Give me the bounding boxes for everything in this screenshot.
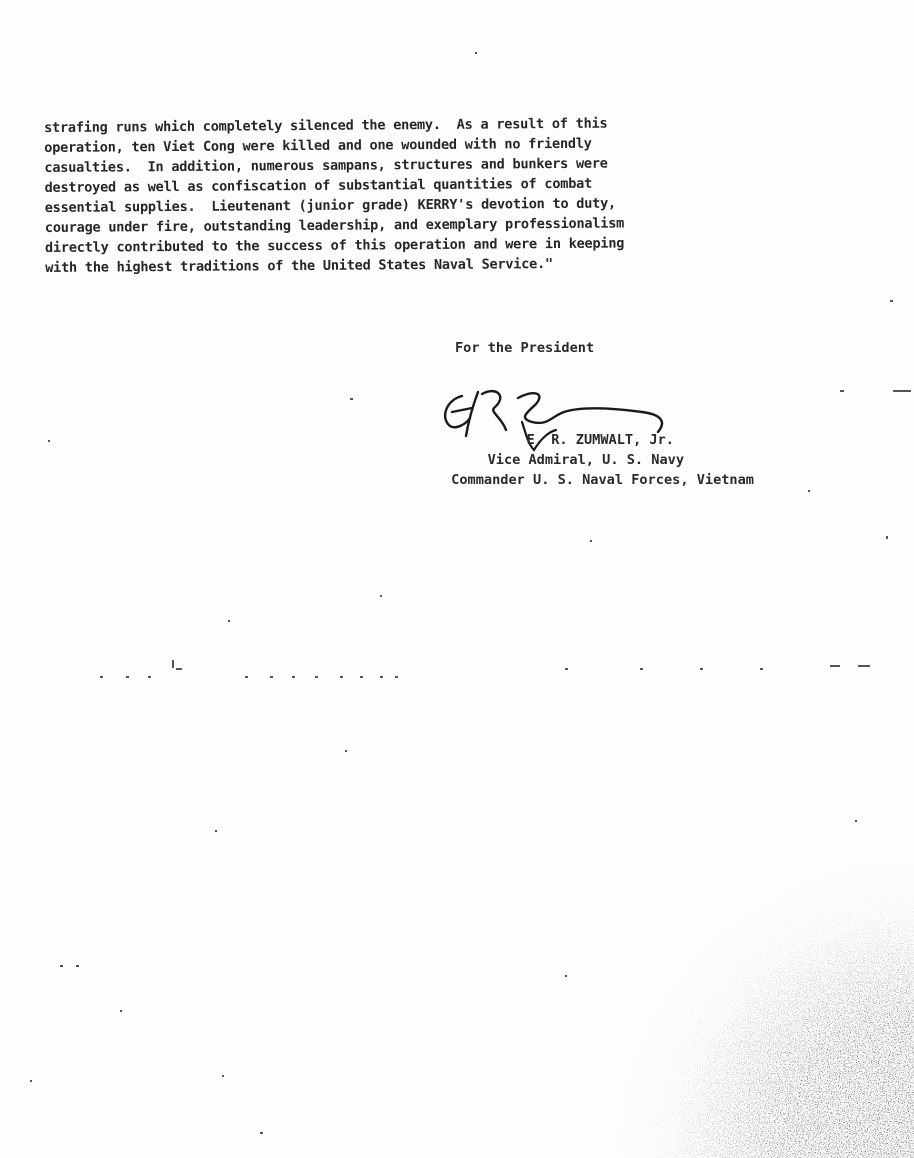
body-line: operation, ten Viet Cong were killed and one wounded with no friendly xyxy=(44,135,592,156)
body-line: destroyed as well as confiscation of substantial quantities of combat xyxy=(44,175,593,196)
body-line: with the highest traditions of the United States Naval Service." xyxy=(45,256,554,276)
body-line: essential supplies. Lieutenant (junior grade) KERRY's devotion to duty, xyxy=(44,195,617,216)
body-line: courage under fire, outstanding leadership, and exemplary professionalism xyxy=(44,215,625,236)
signatory-name: E. R. ZUMWALT, Jr. xyxy=(526,432,674,448)
body-line: directly contributed to the success of this operation and were in keeping xyxy=(44,235,625,256)
body-line: strafing runs which completely silenced the enemy. As a result of this xyxy=(44,115,608,136)
signature-block xyxy=(451,430,754,490)
scan-noise-corner xyxy=(614,858,914,1158)
citation-body-text xyxy=(44,112,845,278)
signatory-title: Commander U. S. Naval Forces, Vietnam xyxy=(451,472,754,488)
closing-line: For the President xyxy=(455,340,595,356)
signatory-rank: Vice Admiral, U. S. Navy xyxy=(487,452,684,468)
body-line: casualties. In addition, numerous sampans, structures and bunkers were xyxy=(44,155,608,176)
